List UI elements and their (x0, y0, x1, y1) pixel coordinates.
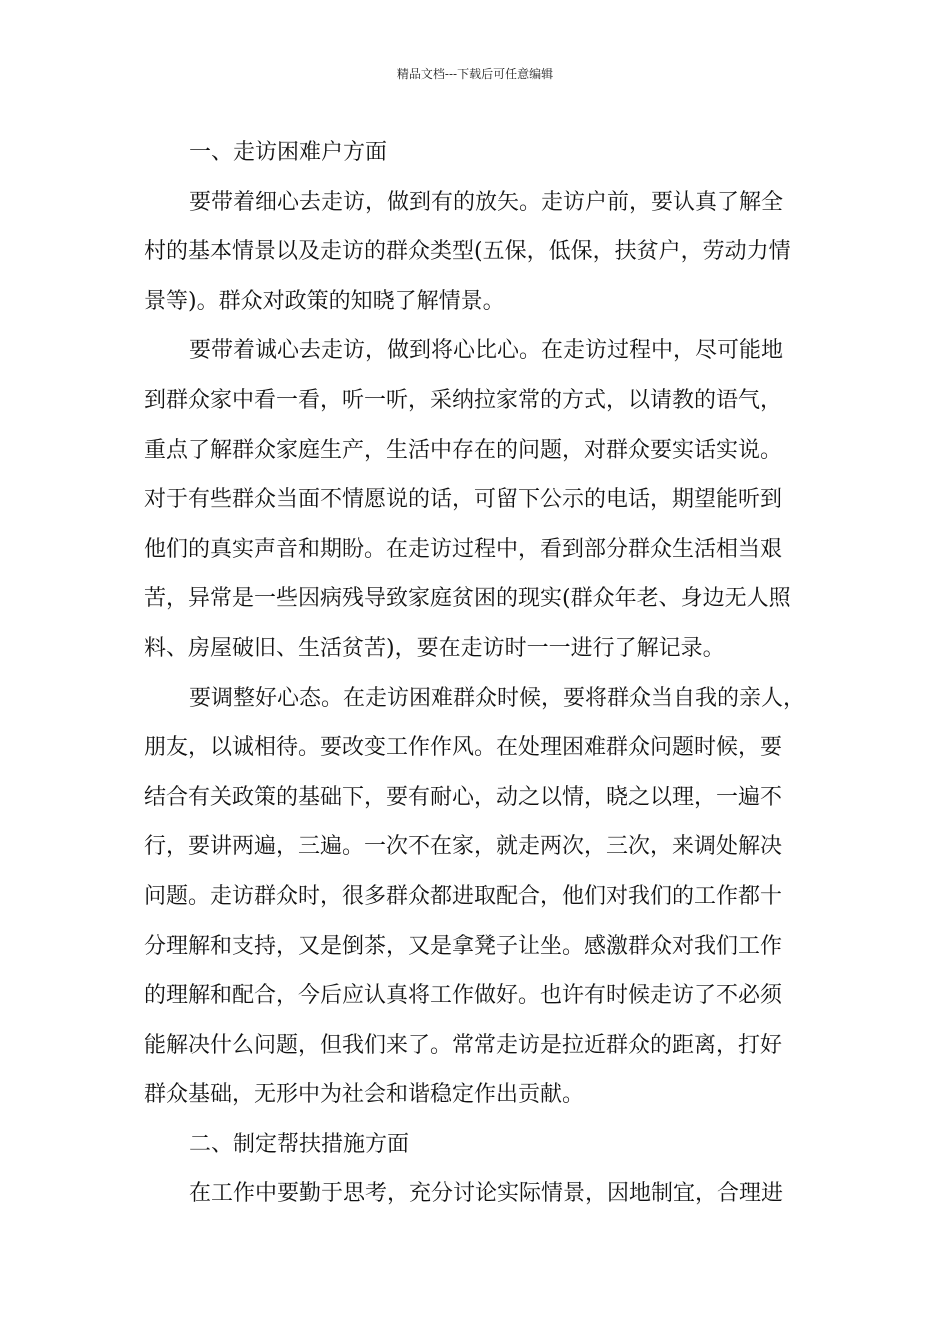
paragraph-line: 村的基本情景以及走访的群众类型(五保，低保，扶贫户，劳动力情 (144, 239, 791, 265)
paragraph-line: 朋友，以诚相待。要改变工作作风。在处理困难群众问题时候，要 (144, 735, 783, 761)
paragraph-line: 他们的真实声音和期盼。在走访过程中，看到部分群众生活相当艰 (144, 536, 783, 562)
paragraph-line: 在工作中要勤于思考，充分讨论实际情景，因地制宜，合理进 (189, 1181, 784, 1207)
section-heading: 二、制定帮扶措施方面 (189, 1131, 410, 1157)
paragraph-line: 的理解和配合，今后应认真将工作做好。也许有时候走访了不必须 (144, 983, 783, 1009)
paragraph-line: 苦，异常是一些因病残导致家庭贫困的现实(群众年老、身边无人照 (144, 586, 791, 612)
paragraph-line: 要带着诚心去走访，做到将心比心。在走访过程中，尽可能地 (189, 338, 784, 364)
paragraph-line: 重点了解群众家庭生产，生活中存在的问题，对群众要实话实说。 (144, 437, 783, 463)
document-body (144, 128, 824, 1219)
paragraph-line: 分理解和支持，又是倒茶，又是拿凳子让坐。感激群众对我们工作 (144, 933, 783, 959)
paragraph-line: 群众基础，无形中为社会和谐稳定作出贡献。 (144, 1082, 585, 1108)
page-header: 精品文档---下载后可任意编辑 (396, 67, 554, 81)
paragraph-line: 要带着细心去走访，做到有的放矢。走访户前，要认真了解全 (189, 189, 784, 215)
paragraph-line: 对于有些群众当面不情愿说的话，可留下公示的电话，期望能听到 (144, 487, 783, 513)
section-heading: 一、走访困难户方面 (189, 140, 388, 165)
paragraph-line: 结合有关政策的基础下，要有耐心，动之以情，晓之以理，一遍不 (144, 784, 783, 810)
paragraph-line: 能解决什么问题，但我们来了。常常走访是拉近群众的距离，打好 (144, 1032, 783, 1058)
paragraph-line: 景等)。群众对政策的知晓了解情景。 (144, 288, 505, 314)
paragraph-line: 要调整好心态。在走访困难群众时候，要将群众当自我的亲人， (189, 685, 806, 711)
paragraph-line: 行，要讲两遍，三遍。一次不在家，就走两次，三次，来调处解决 (144, 834, 783, 860)
paragraph-line: 料、房屋破旧、生活贫苦)，要在走访时一一进行了解记录。 (144, 635, 725, 661)
paragraph-line: 到群众家中看一看，听一听，采纳拉家常的方式，以请教的语气， (144, 387, 783, 413)
paragraph-line: 问题。走访群众时，很多群众都进取配合，他们对我们的工作都十 (144, 883, 783, 909)
